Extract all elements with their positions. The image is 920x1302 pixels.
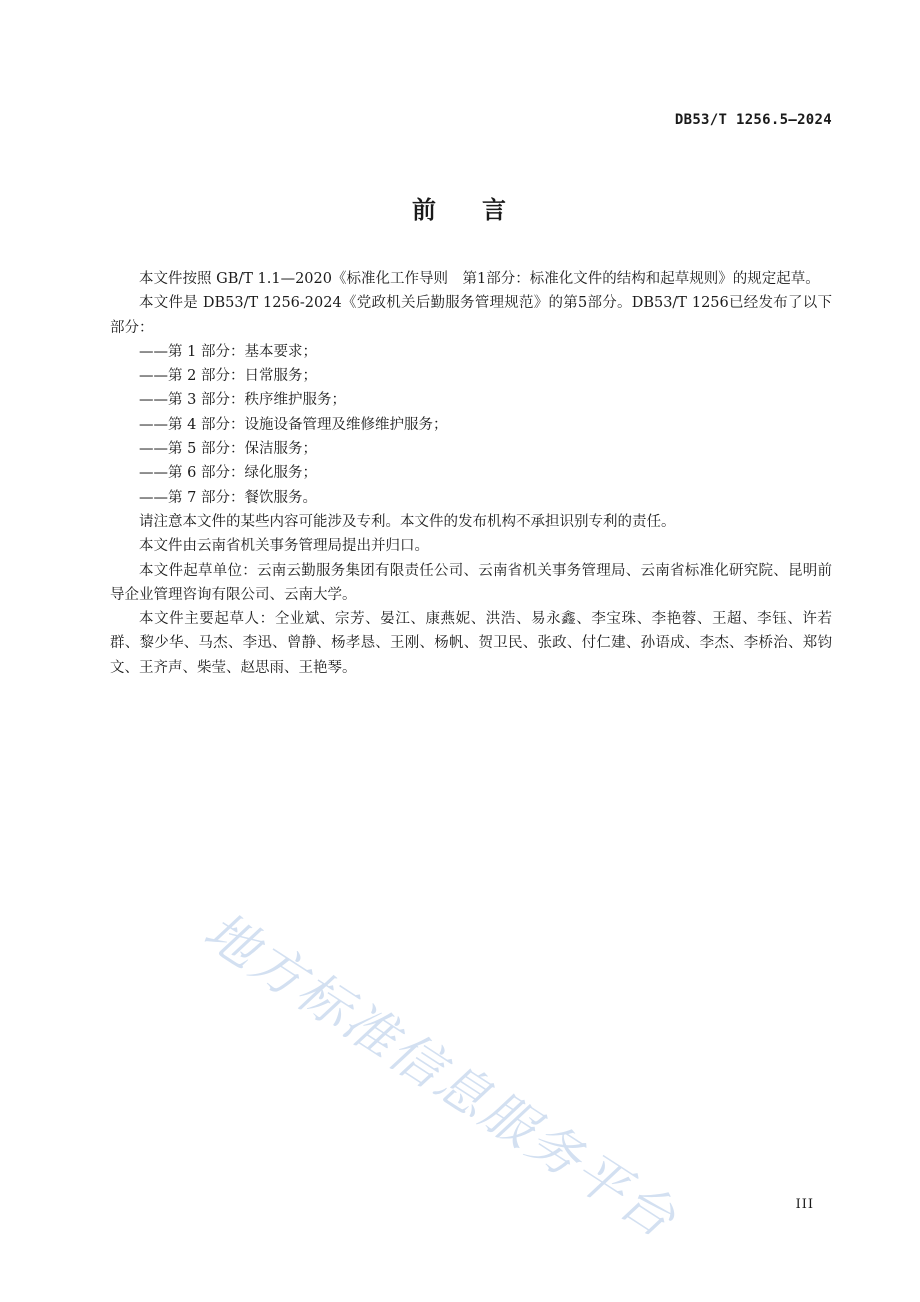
page-number: III <box>795 1197 814 1212</box>
paragraph-drafting-basis: 本文件按照 GB/T 1.1—2020《标准化工作导则 第1部分：标准化文件的结构和起草规则》的规定起草。 <box>139 271 820 287</box>
foreword-body <box>110 267 832 680</box>
paragraph-drafters: 本文件主要起草人：仝业斌、宗芳、晏江、康燕妮、洪浩、易永鑫、李宝珠、李艳蓉、王超、李钰、许若群、黎少华、马杰、李迅、曾静、杨孝恳、王刚、杨帆、贺卫民、张政、付仁建、孙语成、李杰、李桥治、郑钧文、王齐声、柴莹、赵思雨、王艳琴。 <box>110 611 832 676</box>
list-item-part-4: ——第 4 部分：设施设备管理及维修维护服务； <box>139 416 448 433</box>
list-item-part-5: ——第 5 部分：保洁服务； <box>139 441 317 458</box>
list-item-part-3: ——第 3 部分：秩序维护服务； <box>139 392 346 409</box>
page-title <box>0 190 920 225</box>
paragraph-part-statement: 本文件是 DB53/T 1256-2024《党政机关后勤服务管理规范》的第5部分。DB53/T 1256已经发布了以下部分： <box>110 295 832 336</box>
paragraph-patent-notice: 请注意本文件的某些内容可能涉及专利。本文件的发布机构不承担识别专利的责任。 <box>139 513 676 530</box>
list-item-part-1: ——第 1 部分：基本要求； <box>139 343 317 360</box>
document-code: DB53/T 1256.5—2024 <box>674 112 832 128</box>
list-item-part-6: ——第 6 部分：绿化服务； <box>139 465 317 482</box>
paragraph-drafting-units: 本文件起草单位：云南云勤服务集团有限责任公司、云南省机关事务管理局、云南省标准化研究院、昆明前导企业管理咨询有限公司、云南大学。 <box>110 562 832 603</box>
title-char-1: 前 <box>412 196 438 224</box>
paragraph-proposer: 本文件由云南省机关事务管理局提出并归口。 <box>139 538 429 555</box>
list-item-part-2: ——第 2 部分：日常服务； <box>139 368 317 385</box>
watermark-text: 地方标准信息服务平台 <box>193 900 688 1251</box>
list-item-part-7: ——第 7 部分：餐饮服务。 <box>139 489 317 506</box>
title-char-2: 言 <box>482 196 508 224</box>
